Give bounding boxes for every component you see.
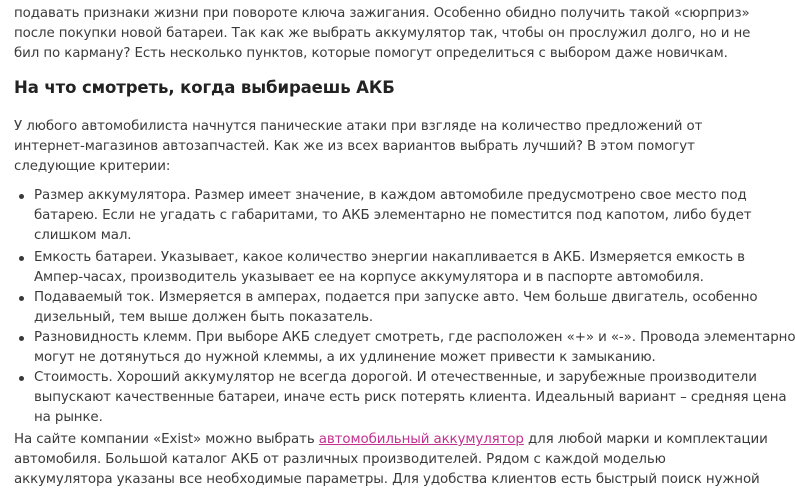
intro-line: после покупки новой батареи. Так как же выбрать аккумулятор так, чтобы он прослужил долго, но и не (14, 26, 751, 41)
list-item-text: дизельный, тем выше должен быть показатель. (34, 310, 374, 325)
list-item-text: могут не дотянуться до нужной клеммы, а их удлинение может привести к замыканию. (34, 350, 656, 365)
section-heading: На что смотреть, когда выбираешь АКБ (14, 78, 395, 97)
car-battery-link[interactable]: автомобильный аккумулятор (318, 432, 524, 447)
list-item-text: выпускают качественные батареи, иначе есть риск потерять клиента. Идеальный вариант – средняя цена (34, 390, 787, 405)
list-item-text: Разновидность клемм. При выборе АКБ следует смотреть, где расположен «+» и «-». Провода элементарно (34, 330, 795, 345)
bullet-icon (19, 256, 24, 261)
intro-line: бил по карману? Есть несколько пунктов, которые помогут определиться с выбором даже новичкам. (14, 46, 728, 61)
paragraph-line: аккумулятора указаны все необходимые параметры. Для удобства клиентов есть быстрый поиск нужной (14, 472, 760, 487)
paragraph-text: На сайте компании «Exist» можно выбрать (14, 432, 319, 447)
list-item-text: Ампер-часах, производитель указывает ее на корпусе аккумулятора и в паспорте автомобиля. (34, 270, 704, 285)
intro-line: подавать признаки жизни при повороте ключа зажигания. Особенно обидно получить такой «сюрприз» (14, 6, 750, 21)
bullet-icon (19, 376, 24, 381)
list-item-text: Размер аккумулятора. Размер имеет значение, в каждом автомобиле предусмотрено свое место под (34, 188, 747, 203)
list-item-text: слишком мал. (34, 228, 132, 243)
paragraph-line: следующие критерии: (14, 159, 171, 174)
list-item-text: Емкость батареи. Указывает, какое количество энергии накапливается в АКБ. Измеряется емкость в (34, 250, 745, 265)
bullet-icon (19, 336, 24, 341)
paragraph-line: интернет-магазинов автозапчастей. Как же из всех вариантов выбрать лучший? В этом помогут (14, 139, 695, 154)
paragraph-line (14, 430, 768, 450)
paragraph-line: автомобиля. Большой каталог АКБ от различных производителей. Рядом с каждой моделью (14, 452, 666, 467)
bullet-icon (19, 194, 24, 199)
list-item-text: на рынке. (34, 410, 103, 425)
list-item-text: батарею. Если не угадать с габаритами, то АКБ элементарно не поместится под капотом, либо будет (34, 208, 752, 223)
list-item-text: Стоимость. Хороший аккумулятор не всегда дорогой. И отечественные, и зарубежные производители (34, 370, 757, 385)
paragraph-text: для любой марки и комплектации (523, 432, 768, 447)
list-item-text: Подаваемый ток. Измеряется в амперах, подается при запуске авто. Чем больше двигатель, особенно (34, 290, 758, 305)
paragraph-line: У любого автомобилиста начнутся панические атаки при взгляде на количество предложений от (14, 119, 703, 134)
bullet-icon (19, 296, 24, 301)
